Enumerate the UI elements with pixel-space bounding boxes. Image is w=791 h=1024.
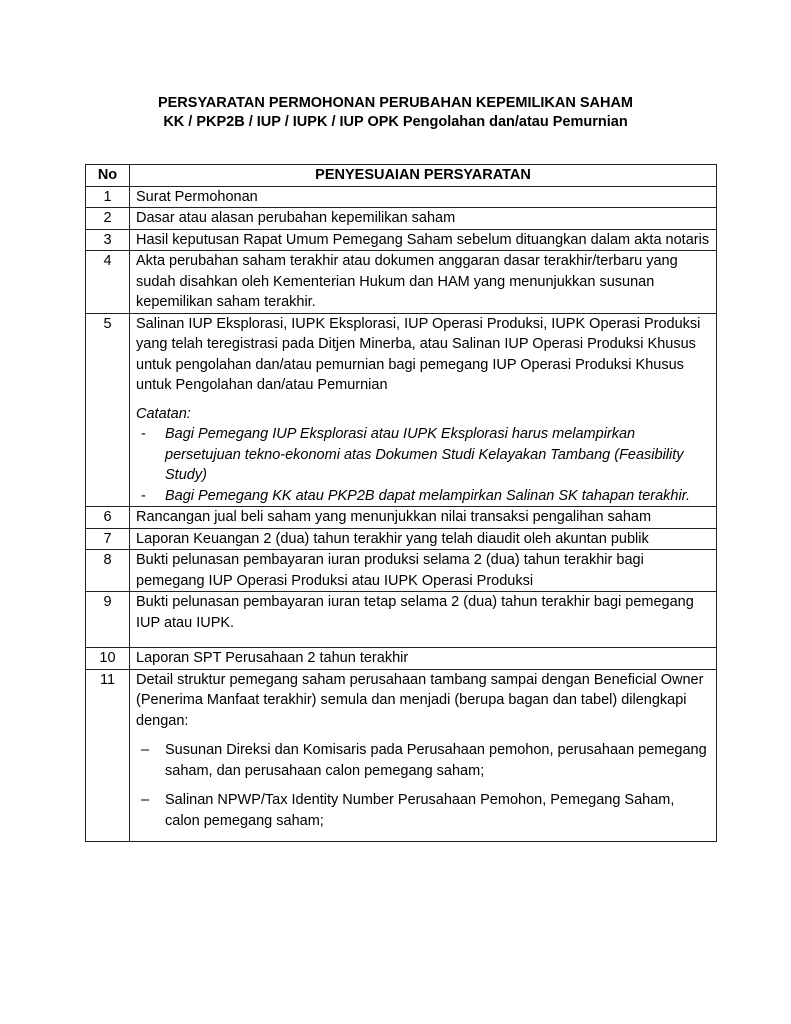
table-row [86,186,717,208]
detail-text: Susunan Direksi dan Komisaris pada Perusahaan pemohon, perusahaan pemegang saham, dan perusahaan calon pemegang saham; [165,742,707,779]
dash-marker: - [141,487,146,504]
detail-text: Salinan NPWP/Tax Identity Number Perusahaan Pemohon, Pemegang Saham, calon pemegang saham; [165,792,675,829]
row-number: 4 [86,251,130,314]
row-number: 6 [86,507,130,529]
row-number: 2 [86,208,130,230]
note-item [136,486,710,507]
row-number: 3 [86,229,130,251]
note-label: Catatan: [136,405,191,422]
header-no: No [86,165,130,187]
document-title [0,94,791,132]
note-text: Bagi Pemegang IUP Eksplorasi atau IUPK Eksplorasi harus melampirkan persetujuan tekno-ekonomi atas Dokumen Studi Kelayakan Tambang (Feasibility Study) [165,426,684,483]
table-row [86,550,717,592]
note-text: Bagi Pemegang KK atau PKP2B dapat melampirkan Salinan SK tahapan terakhir. [165,487,691,504]
row-number: 7 [86,528,130,550]
table-row [86,669,717,842]
header-requirement: PENYESUAIAN PERSYARATAN [130,165,717,187]
row-number: 1 [86,186,130,208]
detail-item [136,790,710,831]
row-number: 5 [86,313,130,507]
table-row [86,229,717,251]
title-line-1: PERSYARATAN PERMOHONAN PERUBAHAN KEPEMILIKAN SAHAM [157,95,634,111]
row-text: Salinan IUP Eksplorasi, IUPK Eksplorasi, IUP Operasi Produksi, IUPK Operasi Produksi yang telah teregistrasi pada Ditjen Minerba, atau Salinan IUP Operasi Produksi Khusus untuk pengolahan dan/atau pemurnian bagi pemegang IUP Operasi Produksi Khusus untuk Pengolahan dan/atau Pemurnian [136,315,701,393]
row-number: 11 [86,669,130,842]
row-cell [130,669,717,842]
dash-marker: – [141,742,150,758]
row-text: Laporan SPT Perusahaan 2 tahun terakhir [130,648,717,670]
table-header-row [86,165,717,187]
row-text: Laporan Keuangan 2 (dua) tahun terakhir yang telah diaudit oleh akuntan publik [130,528,717,550]
table-row [86,648,717,670]
table-row [86,528,717,550]
row-text: Surat Permohonan [130,186,717,208]
row-number: 9 [86,592,130,648]
row-text: Bukti pelunasan pembayaran iuran produksi selama 2 (dua) tahun terakhir bagi pemegang IUP Operasi Produksi atau IUPK Operasi Produksi [130,550,717,592]
row-number: 8 [86,550,130,592]
dash-marker: - [141,426,146,442]
row-text: Akta perubahan saham terakhir atau dokumen anggaran dasar terakhir/terbaru yang sudah disahkan oleh Kementerian Hukum dan HAM yang menunjukkan susunan kepemilikan saham terakhir. [130,251,717,314]
table-row [86,507,717,529]
table-row [86,592,717,648]
row-cell [130,313,717,507]
row-text: Hasil keputusan Rapat Umum Pemegang Saham sebelum dituangkan dalam akta notaris [130,229,717,251]
note-item [136,424,710,486]
title-line-2: KK / PKP2B / IUP / IUPK / IUP OPK Pengolahan dan/atau Pemurnian [163,114,628,130]
row-number: 10 [86,648,130,670]
row-text: Rancangan jual beli saham yang menunjukkan nilai transaksi pengalihan saham [130,507,717,529]
row-text: Detail struktur pemegang saham perusahaan tambang sampai dengan Beneficial Owner (Penerima Manfaat terakhir) semula dan menjadi (berupa bagan dan tabel) dilengkapi dengan: [136,671,704,729]
detail-list [136,740,710,831]
row-text: Dasar atau alasan perubahan kepemilikan saham [130,208,717,230]
row-text: Bukti pelunasan pembayaran iuran tetap selama 2 (dua) tahun terakhir bagi pemegang IUP atau IUPK. [130,592,717,648]
note-list [136,424,710,506]
table-row [86,251,717,314]
table-row [86,208,717,230]
table-row [86,313,717,507]
detail-item [136,740,710,781]
dash-marker: – [141,792,150,808]
requirements-table [85,164,717,842]
